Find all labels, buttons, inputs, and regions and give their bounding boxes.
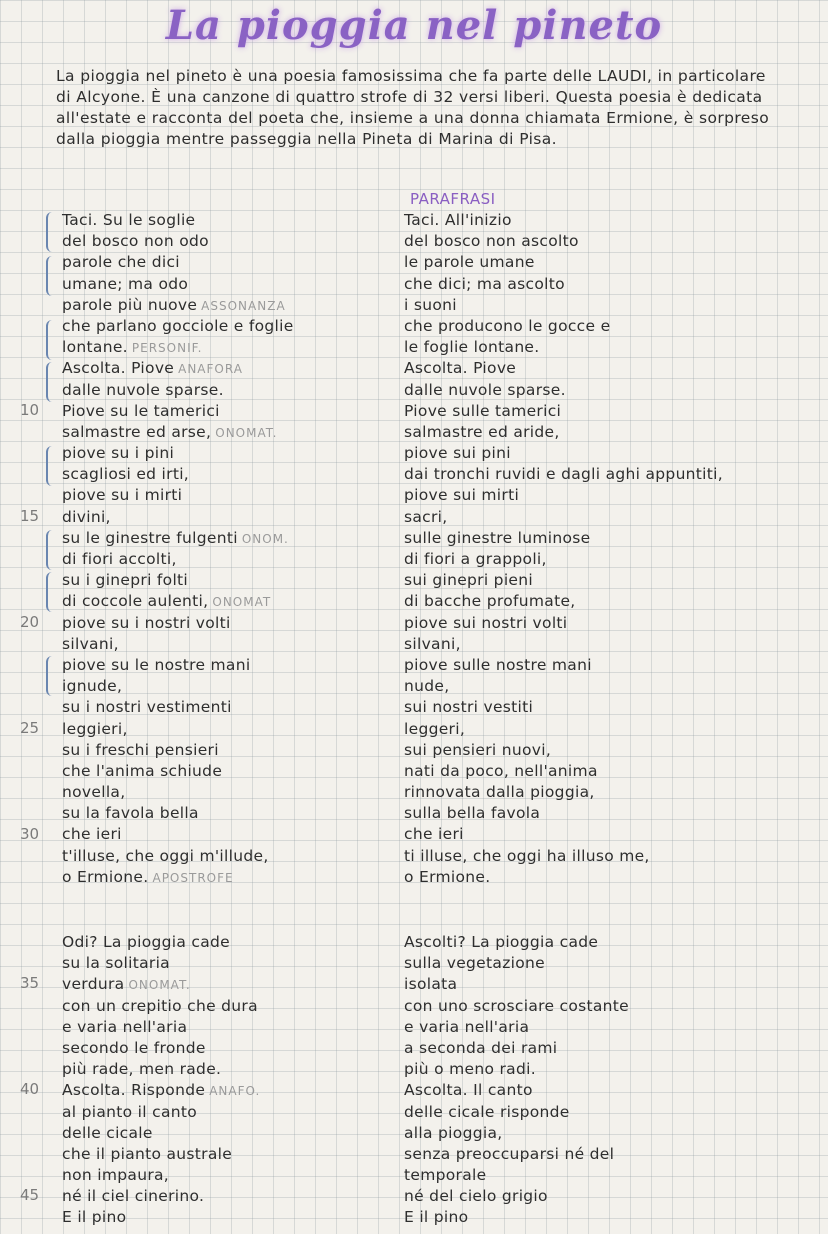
poem-line-text: o Ermione. bbox=[62, 867, 149, 886]
page-title: La pioggia nel pineto bbox=[165, 2, 663, 49]
poem-line-text: su la favola bella bbox=[62, 804, 199, 823]
poem-line bbox=[62, 443, 392, 464]
parafrasi-line: piove sui pini bbox=[404, 444, 511, 463]
poem-line-text: Ascolta. Piove bbox=[62, 359, 175, 378]
bracket-mark bbox=[46, 362, 56, 402]
parafrasi-line: più o meno radi. bbox=[404, 1060, 536, 1079]
bracket-mark bbox=[46, 320, 56, 360]
poem-line-text: piove su i pini bbox=[62, 444, 175, 463]
parafrasi-line: senza preoccuparsi né del bbox=[404, 1144, 615, 1163]
poem-line-text: su i ginepri folti bbox=[62, 571, 189, 590]
line-number: 20 bbox=[20, 613, 40, 631]
poem-line-text: leggieri, bbox=[62, 719, 128, 738]
figure-of-speech-note: ONOMAT bbox=[212, 595, 272, 610]
poem-line bbox=[62, 231, 392, 252]
parafrasi-line: nude, bbox=[404, 677, 450, 696]
intro-paragraph: La pioggia nel pineto è una poesia famosissima che fa parte delle LAUDI, in particolare di Alcyone. È una canzone di quattro strofe di 32 versi liberi. Questa poesia è dedicata all'estate e racconta del poeta che, insieme a una donna chiamata Ermione, è sorpreso dalla pioggia mentre passeggia nella Pineta di Marina di Pisa. bbox=[56, 67, 770, 148]
poem-line bbox=[62, 803, 392, 824]
line-number: 40 bbox=[20, 1080, 40, 1098]
poem-line bbox=[62, 464, 392, 485]
parafrasi-line: o Ermione. bbox=[404, 867, 491, 886]
bracket-mark bbox=[46, 656, 56, 696]
parafrasi-line: che dici; ma ascolto bbox=[404, 274, 565, 293]
poem-line bbox=[62, 316, 392, 337]
poem-line bbox=[62, 337, 392, 358]
poem-line-text: Odi? La pioggia cade bbox=[62, 933, 230, 951]
figure-of-speech-note: ONOM. bbox=[241, 531, 289, 546]
parafrasi-line: che producono le gocce e bbox=[404, 316, 611, 335]
poem-line bbox=[62, 549, 392, 570]
poem-line bbox=[62, 824, 392, 845]
poem-line-text: di fiori accolti, bbox=[62, 550, 177, 568]
parafrasi-line: piove sui nostri volti bbox=[404, 613, 568, 632]
poem-line bbox=[62, 1080, 392, 1101]
parafrasi-line: Ascolti? La pioggia cade bbox=[404, 933, 599, 951]
poem-line bbox=[62, 1038, 392, 1059]
poem-line-text: secondo le fronde bbox=[62, 1038, 206, 1057]
parafrasi-line: sacri, bbox=[404, 507, 448, 526]
poem-line-text: verdura bbox=[62, 975, 125, 994]
poem-line-text: Piove su le tamerici bbox=[62, 401, 220, 420]
poem-line-text: umane; ma odo bbox=[62, 274, 189, 293]
bracket-mark bbox=[46, 446, 56, 486]
poem-line bbox=[62, 996, 392, 1017]
figure-of-speech-note: PERSONIF. bbox=[131, 341, 203, 356]
poem-line bbox=[62, 295, 392, 316]
poem-line bbox=[62, 697, 392, 718]
poem-line-text: novella, bbox=[62, 783, 126, 802]
poem-line bbox=[62, 782, 392, 803]
poem-line-text: su i nostri vestimenti bbox=[62, 698, 232, 717]
parafrasi-line: del bosco non ascolto bbox=[404, 232, 579, 251]
parafrasi-line: di bacche profumate, bbox=[404, 592, 576, 611]
figure-of-speech-note: APOSTROFE bbox=[152, 870, 234, 885]
poem-line bbox=[62, 719, 392, 740]
poem-line bbox=[62, 274, 392, 295]
parafrasi-line: dai tronchi ruvidi e dagli aghi appuntiti, bbox=[404, 465, 724, 484]
poem-line-text: su la solitaria bbox=[62, 954, 170, 973]
poem-line-text: che il pianto australe bbox=[62, 1144, 233, 1163]
poem-line bbox=[62, 485, 392, 506]
poem-line bbox=[62, 570, 392, 591]
line-number: 15 bbox=[20, 507, 40, 525]
parafrasi-line: le foglie lontane. bbox=[404, 338, 540, 357]
poem-line-text: salmastre ed arse, bbox=[62, 422, 212, 441]
parafrasi-line: silvani, bbox=[404, 634, 461, 653]
bracket-mark bbox=[46, 212, 56, 252]
poem-column bbox=[62, 210, 392, 888]
figure-of-speech-note: ONOMAT. bbox=[215, 425, 278, 440]
poem-line-text: scagliosi ed irti, bbox=[62, 465, 190, 484]
poem-line-text: né il ciel cinerino. bbox=[62, 1187, 205, 1206]
bracket-mark bbox=[46, 530, 56, 570]
poem-line-text: divini, bbox=[62, 507, 111, 526]
figure-of-speech-note: ANAFO. bbox=[209, 1084, 261, 1099]
parafrasi-line: a seconda dei rami bbox=[404, 1038, 558, 1057]
poem-line-text: piove su i mirti bbox=[62, 486, 183, 505]
poem-line bbox=[62, 401, 392, 422]
poem-line bbox=[62, 1017, 392, 1038]
poem-line bbox=[62, 655, 392, 676]
parafrasi-line: Ascolta. Piove bbox=[404, 359, 517, 378]
poem-line-text: lontane. bbox=[62, 338, 128, 357]
poem-column-stanza-2 bbox=[62, 932, 392, 1229]
line-number: 45 bbox=[20, 1186, 40, 1204]
poem-line-text: dalle nuvole sparse. bbox=[62, 380, 224, 399]
poem-line-text: che l'anima schiude bbox=[62, 761, 223, 780]
poem-line-text: con un crepitio che dura bbox=[62, 996, 258, 1015]
poem-line bbox=[62, 591, 392, 612]
poem-line bbox=[62, 867, 392, 888]
parafrasi-column-stanza-2 bbox=[404, 932, 824, 1229]
parafrasi-line: sui pensieri nuovi, bbox=[404, 740, 552, 759]
poem-line-text: piove su i nostri volti bbox=[62, 613, 231, 632]
parafrasi-line: con uno scrosciare costante bbox=[404, 996, 630, 1015]
parafrasi-line: isolata bbox=[404, 975, 458, 994]
poem-line-text: E il pino bbox=[62, 1208, 127, 1227]
parafrasi-heading: PARAFRASI bbox=[410, 190, 496, 208]
poem-line bbox=[62, 1059, 392, 1080]
poem-line bbox=[62, 761, 392, 782]
figure-of-speech-note: ASSONANZA bbox=[201, 298, 286, 313]
poem-line-text: e varia nell'aria bbox=[62, 1017, 188, 1036]
poem-line-text: silvani, bbox=[62, 634, 119, 653]
parafrasi-line: di fiori a grappoli, bbox=[404, 550, 547, 568]
poem-line-text: su i freschi pensieri bbox=[62, 740, 219, 759]
poem-line-text: che ieri bbox=[62, 825, 122, 844]
poem-line bbox=[62, 613, 392, 634]
parafrasi-column bbox=[404, 210, 824, 888]
parafrasi-line: né del cielo grigio bbox=[404, 1187, 548, 1206]
parafrasi-line: sui nostri vestiti bbox=[404, 698, 534, 717]
poem-line-text: non impaura, bbox=[62, 1166, 170, 1185]
parafrasi-line: leggeri, bbox=[404, 719, 466, 738]
poem-line bbox=[62, 380, 392, 401]
poem-line bbox=[62, 210, 392, 231]
poem-line bbox=[62, 1165, 392, 1186]
poem-line bbox=[62, 252, 392, 273]
poem-line bbox=[62, 974, 392, 995]
poem-line-text: più rade, men rade. bbox=[62, 1060, 222, 1079]
poem-line bbox=[62, 634, 392, 655]
bracket-mark bbox=[46, 256, 56, 296]
poem-line-text: al pianto il canto bbox=[62, 1102, 198, 1121]
poem-line bbox=[62, 953, 392, 974]
bracket-mark bbox=[46, 572, 56, 612]
parafrasi-line: ti illuse, che oggi ha illuso me, bbox=[404, 846, 650, 865]
line-number: 25 bbox=[20, 719, 40, 737]
poem-line-text: parole che dici bbox=[62, 253, 180, 272]
line-number: 30 bbox=[20, 825, 40, 843]
poem-line-text: t'illuse, che oggi m'illude, bbox=[62, 846, 269, 865]
parafrasi-line: temporale bbox=[404, 1166, 487, 1185]
poem-line bbox=[62, 528, 392, 549]
poem-line bbox=[62, 676, 392, 697]
poem-line-text: delle cicale bbox=[62, 1123, 153, 1142]
poem-line-text: ignude, bbox=[62, 677, 123, 696]
poem-line bbox=[62, 1123, 392, 1144]
parafrasi-line: Taci. All'inizio bbox=[404, 211, 512, 229]
poem-line-text: che parlano gocciole e foglie bbox=[62, 316, 294, 335]
parafrasi-line: e varia nell'aria bbox=[404, 1017, 530, 1036]
poem-line-text: di coccole aulenti, bbox=[62, 592, 209, 611]
parafrasi-line: piove sui mirti bbox=[404, 486, 520, 505]
poem-line bbox=[62, 846, 392, 867]
parafrasi-line: alla pioggia, bbox=[404, 1123, 503, 1142]
line-number: 35 bbox=[20, 974, 40, 992]
poem-line-text: del bosco non odo bbox=[62, 232, 209, 251]
parafrasi-line: piove sulle nostre mani bbox=[404, 655, 592, 674]
parafrasi-line: i suoni bbox=[404, 295, 457, 314]
parafrasi-line: Piove sulle tamerici bbox=[404, 401, 562, 420]
parafrasi-line: sulle ginestre luminose bbox=[404, 528, 591, 547]
parafrasi-line: le parole umane bbox=[404, 253, 535, 272]
parafrasi-line: salmastre ed aride, bbox=[404, 422, 560, 441]
poem-line bbox=[62, 422, 392, 443]
parafrasi-line: che ieri bbox=[404, 825, 464, 844]
poem-line bbox=[62, 358, 392, 379]
poem-line bbox=[62, 1207, 392, 1228]
figure-of-speech-note: ANAFORA bbox=[178, 362, 243, 377]
parafrasi-line: delle cicale risponde bbox=[404, 1102, 570, 1121]
poem-line bbox=[62, 932, 392, 953]
poem-line bbox=[62, 740, 392, 761]
poem-line-text: Ascolta. Risponde bbox=[62, 1081, 206, 1100]
poem-line-text: Taci. Su le soglie bbox=[62, 211, 196, 229]
poem-line bbox=[62, 1186, 392, 1207]
poem-line bbox=[62, 1102, 392, 1123]
poem-line bbox=[62, 507, 392, 528]
parafrasi-line: E il pino bbox=[404, 1208, 469, 1227]
parafrasi-line: sulla bella favola bbox=[404, 804, 541, 823]
parafrasi-line: nati da poco, nell'anima bbox=[404, 761, 598, 780]
parafrasi-line: rinnovata dalla pioggia, bbox=[404, 783, 595, 802]
parafrasi-line: Ascolta. Il canto bbox=[404, 1081, 533, 1100]
parafrasi-line: dalle nuvole sparse. bbox=[404, 380, 566, 399]
poem-line bbox=[62, 1144, 392, 1165]
parafrasi-line: sui ginepri pieni bbox=[404, 571, 533, 590]
poem-line-text: parole più nuove bbox=[62, 295, 198, 314]
figure-of-speech-note: ONOMAT. bbox=[128, 978, 191, 993]
line-number: 10 bbox=[20, 401, 40, 419]
poem-line-text: piove su le nostre mani bbox=[62, 655, 251, 674]
poem-line-text: su le ginestre fulgenti bbox=[62, 528, 238, 547]
parafrasi-line: sulla vegetazione bbox=[404, 954, 545, 973]
